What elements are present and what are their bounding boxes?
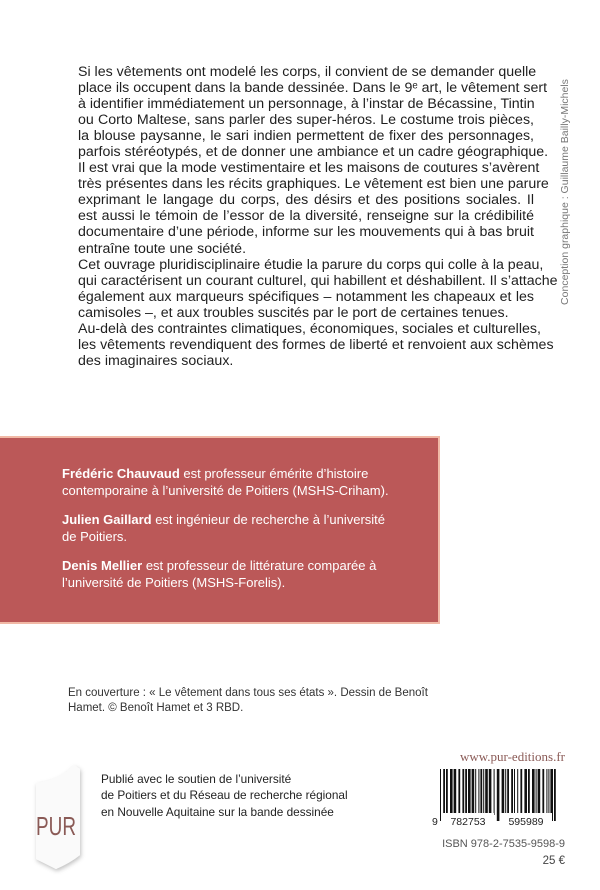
barcode-bar	[536, 769, 537, 815]
blurb-line: les vêtements revendiquent des formes de liberté et renvoient aux schèmes	[78, 336, 554, 353]
barcode-bar	[511, 769, 513, 815]
barcode-bar	[440, 769, 441, 821]
barcode-bar	[458, 769, 460, 815]
barcode-bar	[502, 769, 505, 815]
blurb-line: est aussi le témoin de l’essor de la diversité, renseigne sur la crédibilité	[78, 208, 534, 225]
support-line: Publié avec le soutien de l’université	[101, 772, 292, 786]
blurb-line: très présentes dans les récits graphiques. Le vêtement est bien une parure	[78, 176, 549, 193]
blurb-line: exprimant le langage du corps, des désirs et des positions sociales. Il	[78, 192, 534, 209]
barcode-bar	[485, 769, 488, 815]
blurb-line: entraîne toute une société.	[78, 240, 247, 257]
blurb-line: à identifier immédiatement un personnage, à l’instar de Bécassine, Tintin	[78, 96, 535, 113]
barcode-bar	[520, 769, 522, 815]
back-cover-blurb	[78, 64, 558, 369]
blurb-line: camisoles –, et aux troubles suscités par le port de certaines tenues.	[78, 304, 509, 321]
barcode-bar	[454, 769, 457, 815]
author-name: Denis Mellier	[62, 558, 143, 573]
cover-caption	[68, 686, 428, 716]
support-line: de Poitiers et du Réseau de recherche régional	[101, 788, 348, 803]
blurb-line: qui caractérisent un courant culturel, qui habillent et déshabillent. Il s’attache	[78, 272, 558, 289]
blurb-line: ou Corto Maltese, sans parler des super-héros. Le costume trois pièces,	[78, 112, 534, 129]
blurb-line: également aux marqueurs spécifiques – notamment les chapeaux et les	[78, 288, 534, 305]
author-bio	[62, 558, 422, 591]
barcode-bar	[538, 769, 541, 815]
barcode-bar	[446, 769, 448, 815]
authors-box	[0, 436, 440, 624]
barcode-bar	[497, 769, 500, 821]
author-bio-text: est ingénieur de recherche à l’université	[151, 512, 386, 527]
blurb-line: la blouse paysanne, le sari indien permettent de fixer des personnages,	[78, 128, 534, 145]
barcode-bar	[480, 769, 482, 815]
barcode	[430, 769, 566, 827]
logo-text: PUR	[36, 811, 76, 841]
author-bio-text: de Poitiers.	[62, 528, 128, 544]
barcode-bar	[462, 769, 464, 815]
isbn: ISBN 978-2-7535-9598-9	[442, 838, 565, 850]
blurb-line: parfois stéréotypés, et de donner une ambiance et un cadre géographique.	[78, 144, 549, 161]
blurb-line: Au-delà des contraintes climatiques, économiques, sociales et culturelles,	[78, 320, 541, 337]
pur-logo	[30, 763, 85, 871]
barcode-bar	[478, 769, 479, 815]
support-line: en Nouvelle Aquitaine sur la bande dessinée	[101, 804, 334, 819]
barcode-bar	[554, 769, 556, 821]
blurb-line: Cet ouvrage pluridisciplinaire étudie la parure du corps qui colle à la peau,	[78, 256, 544, 273]
publisher-url[interactable]: www.pur-editions.fr	[459, 749, 565, 764]
support-notice	[101, 771, 348, 820]
author-bio	[62, 512, 422, 545]
blurb-line: Si les vêtements ont modelé les corps, il convient de se demander quelle	[78, 64, 537, 80]
barcode-bar	[475, 769, 476, 815]
cover-caption-line: Hamet. © Benoît Hamet et 3 RBD.	[68, 702, 244, 714]
barcode-bar	[532, 769, 535, 815]
author-bio-text: est professeur de littérature comparée à	[142, 558, 377, 573]
barcode-bar	[472, 769, 475, 815]
barcode-bar	[542, 769, 544, 815]
barcode-bar	[524, 769, 527, 815]
blurb-line: Il est vrai que la mode vestimentaire et les maisons de coutures s’avèrent	[78, 160, 540, 177]
barcode-bar	[483, 769, 484, 815]
barcode-bar	[465, 769, 467, 815]
barcode-bar	[505, 769, 506, 815]
barcode-bar	[450, 769, 453, 815]
barcode-bar	[489, 769, 492, 815]
barcode-bar	[468, 769, 471, 815]
barcode-digits: 782753	[450, 816, 486, 828]
price: 25 €	[542, 855, 565, 867]
author-bio	[62, 466, 422, 499]
barcode-bar	[548, 769, 549, 815]
cover-caption-line: En couverture : « Le vêtement dans tous ses états ». Dessin de Benoît	[68, 687, 428, 699]
design-credit: Conception graphique : Guillaume Bailly-Michels	[559, 79, 571, 305]
barcode-bar	[494, 769, 495, 815]
author-bio-text: est professeur émérite d’histoire	[179, 466, 369, 481]
barcode-bar	[507, 769, 509, 815]
barcode-bar	[517, 769, 518, 815]
barcode-bar	[528, 769, 530, 815]
author-bio-text: l’université de Poitiers (MSHS-Forelis).	[62, 574, 286, 590]
barcode-bar	[514, 769, 515, 815]
barcode-digit: 9	[432, 816, 438, 828]
author-name: Julien Gaillard	[62, 512, 152, 527]
blurb-line: documentaire d’une période, informe sur les mouvements qui à bas bruit	[78, 224, 534, 241]
barcode-digits: 595989	[508, 816, 544, 828]
author-bio-text: contemporaine à l’université de Poitiers (MSHS-Criham).	[62, 482, 389, 498]
blurb-line: place ils occupent dans la bande dessinée. Dans le 9ᵉ art, le vêtement sert	[78, 80, 548, 97]
author-name: Frédéric Chauvaud	[62, 466, 180, 481]
blurb-line: des imaginaires sociaux.	[78, 352, 234, 369]
barcode-bar	[546, 769, 547, 815]
